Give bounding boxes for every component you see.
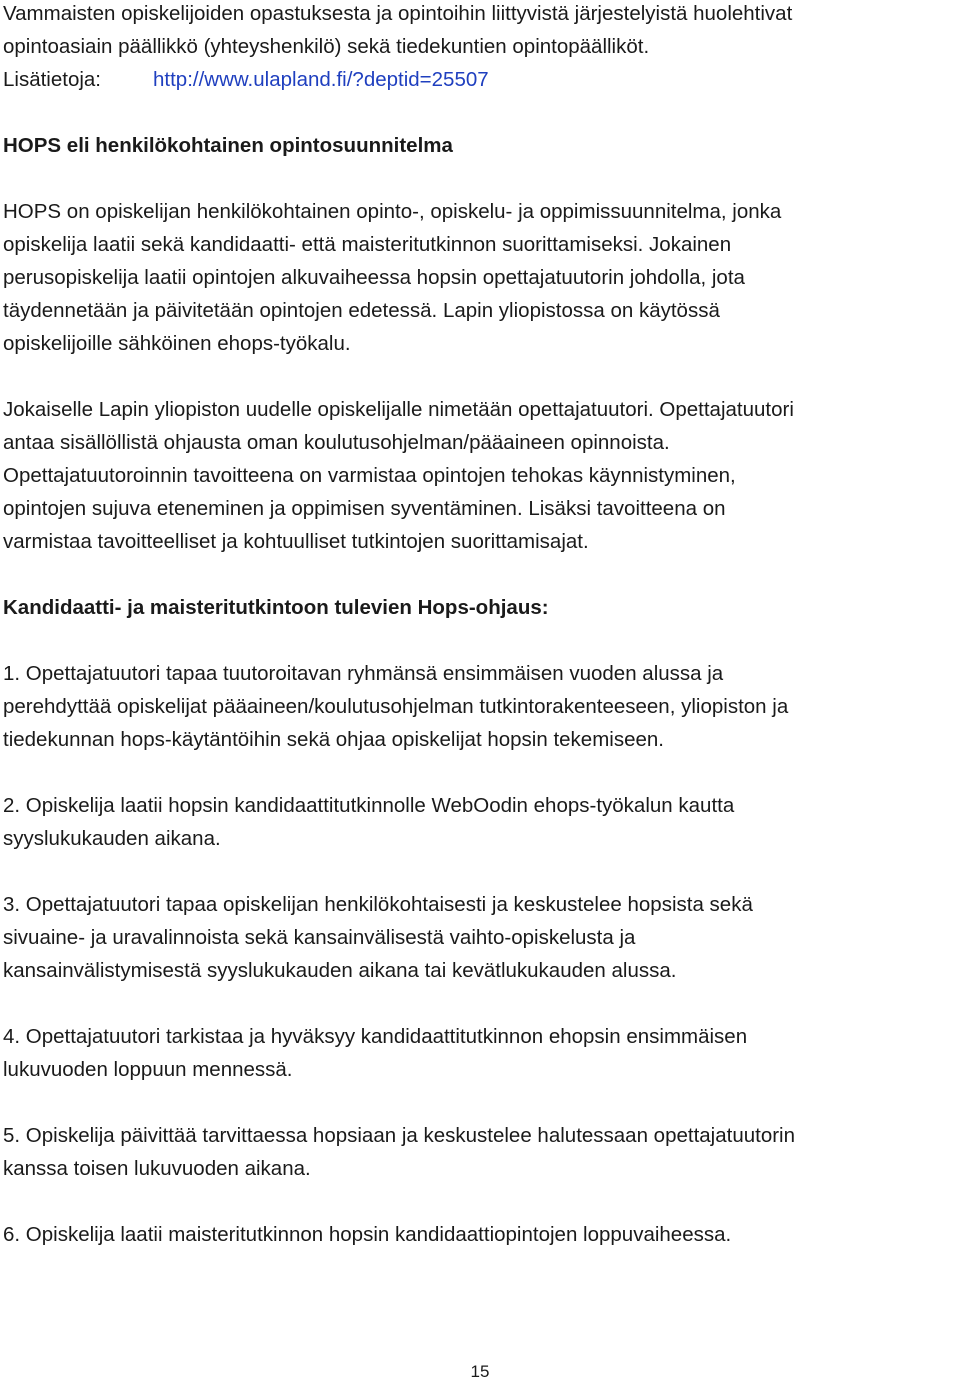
intro-line-2: opintoasiain päällikkö (yhteyshenkilö) sekä tiedekuntien opintopäälliköt. (3, 35, 650, 58)
intro-paragraph (3, 0, 957, 96)
guidance-item-line: 6. Opiskelija laatii maisteritutkinnon hopsin kandidaattiopintojen loppuvaiheessa. (3, 1223, 732, 1246)
guidance-item-line: sivuaine- ja uravalinnoista sekä kansainvälisestä vaihto-opiskelusta ja (3, 926, 636, 949)
guidance-item-line: syyslukukauden aikana. (3, 827, 221, 850)
guidance-item-line: tiedekunnan hops-käytäntöihin sekä ohjaa opiskelijat hopsin tekemiseen. (3, 728, 664, 751)
guidance-item-1 (3, 657, 957, 756)
guidance-item-4 (3, 1020, 957, 1086)
guidance-item-line: 3. Opettajatuutori tapaa opiskelijan henkilökohtaisesti ja keskustelee hopsista sekä (3, 893, 753, 916)
guidance-item-line: 4. Opettajatuutori tarkistaa ja hyväksyy kandidaattitutkinnon ehopsin ensimmäisen (3, 1025, 748, 1048)
guidance-item-6 (3, 1218, 957, 1251)
guidance-item-line: kansainvälistymisestä syyslukukauden aikana tai kevätlukukauden alussa. (3, 959, 677, 982)
hops-p2-line: Opettajatuutoroinnin tavoitteena on varmistaa opintojen tehokas käynnistyminen, (3, 464, 736, 487)
guidance-item-line: perehdyttää opiskelijat pääaineen/koulutusohjelman tutkintorakenteeseen, yliopiston ja (3, 695, 789, 718)
hops-p2-line: opintojen sujuva eteneminen ja oppimisen syventäminen. Lisäksi tavoitteena on (3, 497, 726, 520)
hops-p1-line: perusopiskelija laatii opintojen alkuvaiheessa hopsin opettajatuutorin johdolla, jota (3, 266, 745, 289)
hops-p1-line: opiskelijoille sähköinen ehops-työkalu. (3, 332, 351, 355)
hops-paragraph-2 (3, 393, 957, 558)
hops-p1-line: HOPS on opiskelijan henkilökohtainen opinto-, opiskelu- ja oppimissuunnitelma, jonka (3, 200, 782, 223)
guidance-item-2 (3, 789, 957, 855)
guidance-item-line: 2. Opiskelija laatii hopsin kandidaattitutkinnolle WebOodin ehops-työkalun kautta (3, 794, 735, 817)
hops-p2-line: antaa sisällöllistä ohjausta oman koulutusohjelman/pääaineen opinnoista. (3, 431, 670, 454)
hops-p2-line: Jokaiselle Lapin yliopiston uudelle opiskelijalle nimetään opettajatuutori. Opettajatuutori (3, 398, 794, 421)
more-info-link[interactable]: http://www.ulapland.fi/?deptid=25507 (153, 68, 489, 91)
guidance-item-line: lukuvuoden loppuun mennessä. (3, 1058, 293, 1081)
guidance-item-5 (3, 1119, 957, 1185)
hops-p1-line: täydennetään ja päivitetään opintojen edetessä. Lapin yliopistossa on käytössä (3, 299, 720, 322)
hops-paragraph-1 (3, 195, 957, 360)
guidance-item-3 (3, 888, 957, 987)
page-number: 15 (470, 1362, 490, 1381)
guidance-heading: Kandidaatti- ja maisteritutkintoon tulevien Hops-ohjaus: (3, 596, 549, 619)
hops-p1-line: opiskelija laatii sekä kandidaatti- että maisteritutkinnon suorittamiseksi. Jokainen (3, 233, 732, 256)
document-page (3, 0, 957, 1251)
more-info-line (3, 63, 957, 96)
guidance-item-line: kanssa toisen lukuvuoden aikana. (3, 1157, 311, 1180)
hops-p2-line: varmistaa tavoitteelliset ja kohtuulliset tutkintojen suorittamisajat. (3, 530, 589, 553)
intro-line-1: Vammaisten opiskelijoiden opastuksesta ja opintoihin liittyvistä järjestelyistä huolehtivat (3, 2, 793, 25)
more-info-label: Lisätietoja: (3, 68, 102, 91)
guidance-item-line: 1. Opettajatuutori tapaa tuutoroitavan ryhmänsä ensimmäisen vuoden alussa ja (3, 662, 724, 685)
guidance-item-line: 5. Opiskelija päivittää tarvittaessa hopsiaan ja keskustelee halutessaan opettajatuutorin (3, 1124, 796, 1147)
hops-heading: HOPS eli henkilökohtainen opintosuunnitelma (3, 134, 453, 157)
